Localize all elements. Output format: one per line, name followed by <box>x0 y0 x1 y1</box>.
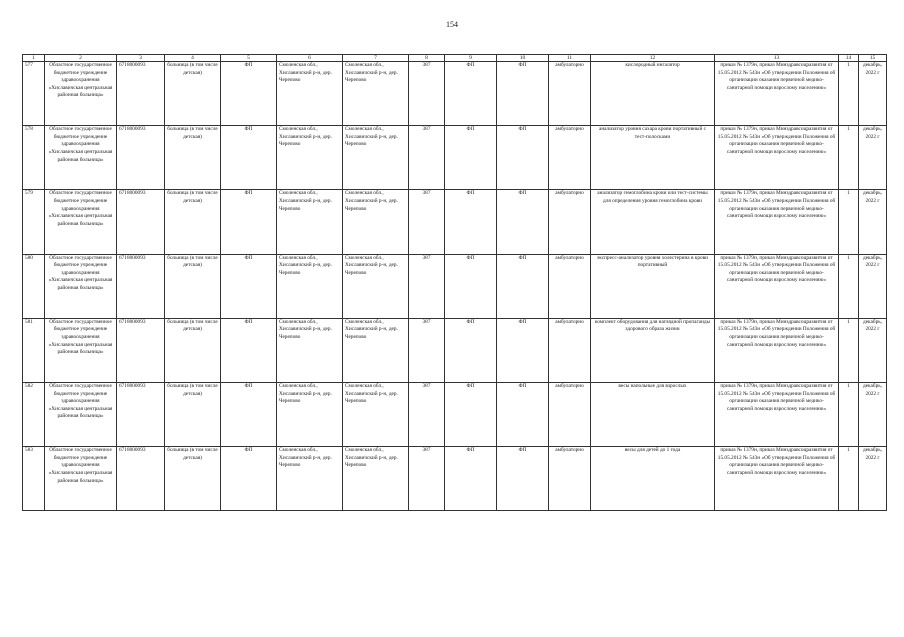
delivery-date: декабрь, 2022 г <box>859 126 887 190</box>
row-number: 582 <box>23 382 45 446</box>
organization-code: 6718000093 <box>117 447 165 511</box>
column-number: 5 <box>221 55 277 62</box>
address-secondary: Смоленская обл., Хиславичский р-н, дер. Черепово <box>343 62 409 126</box>
regulation-reference: приказ № 1379н, приказ Минздравсоцразвития от 15.05.2012 № 543н «Об утверждении Положения об организации оказания первичной медико-санитарной помощи взрослому населению» <box>715 447 839 511</box>
unit-type: ФП <box>221 382 277 446</box>
delivery-date: декабрь, 2022 г <box>859 382 887 446</box>
quantity: 1 <box>839 254 859 318</box>
unit-type-3: ФП <box>497 382 549 446</box>
unit-number: 387 <box>409 318 445 382</box>
unit-type-3: ФП <box>497 190 549 254</box>
delivery-date: декабрь, 2022 г <box>859 190 887 254</box>
care-condition: амбулаторно <box>549 254 591 318</box>
address-secondary: Смоленская обл., Хиславичский р-н, дер. Черепово <box>343 382 409 446</box>
quantity: 1 <box>839 382 859 446</box>
organization-code: 6718000093 <box>117 126 165 190</box>
facility-type: больница (в том числе детская) <box>165 62 221 126</box>
facility-type: больница (в том числе детская) <box>165 190 221 254</box>
unit-type: ФП <box>221 190 277 254</box>
organization-code: 6718000093 <box>117 190 165 254</box>
column-number: 4 <box>165 55 221 62</box>
row-number: 580 <box>23 254 45 318</box>
unit-number: 387 <box>409 190 445 254</box>
equipment-name: весы для детей до 1 года <box>591 447 715 511</box>
organization-name: Областное государственное бюджетное учреждение здравоохранения «Хиславичская центральная районная больница» <box>45 126 117 190</box>
delivery-date: декабрь, 2022 г <box>859 254 887 318</box>
unit-number: 387 <box>409 62 445 126</box>
unit-type-2: ФП <box>445 318 497 382</box>
address: Смоленская обл., Хиславичский р-н, дер. Черепово <box>277 254 343 318</box>
equipment-name: весы напольные для взрослых <box>591 382 715 446</box>
organization-code: 6718000093 <box>117 254 165 318</box>
unit-type-3: ФП <box>497 447 549 511</box>
organization-name: Областное государственное бюджетное учреждение здравоохранения «Хиславичская центральная районная больница» <box>45 62 117 126</box>
organization-name: Областное государственное бюджетное учреждение здравоохранения «Хиславичская центральная районная больница» <box>45 254 117 318</box>
equipment-name: анализатор гемоглобина крови или тест-системы для определения уровня гемоглобина крови <box>591 190 715 254</box>
unit-type: ФП <box>221 318 277 382</box>
delivery-date: декабрь, 2022 г <box>859 318 887 382</box>
equipment-name: комплект оборудования для наглядной пропаганды здорового образа жизни <box>591 318 715 382</box>
row-number: 579 <box>23 190 45 254</box>
organization-code: 6718000093 <box>117 318 165 382</box>
unit-type-3: ФП <box>497 62 549 126</box>
facility-type: больница (в том числе детская) <box>165 382 221 446</box>
care-condition: амбулаторно <box>549 382 591 446</box>
unit-type: ФП <box>221 126 277 190</box>
unit-type: ФП <box>221 447 277 511</box>
facility-type: больница (в том числе детская) <box>165 126 221 190</box>
column-number: 13 <box>715 55 839 62</box>
column-number: 12 <box>591 55 715 62</box>
address-secondary: Смоленская обл., Хиславичский р-н, дер. Черепово <box>343 447 409 511</box>
address: Смоленская обл., Хиславичский р-н, дер. Черепово <box>277 447 343 511</box>
care-condition: амбулаторно <box>549 62 591 126</box>
care-condition: амбулаторно <box>549 190 591 254</box>
address-secondary: Смоленская обл., Хиславичский р-н, дер. Черепово <box>343 190 409 254</box>
table-row <box>23 382 887 446</box>
column-number: 8 <box>409 55 445 62</box>
regulation-reference: приказ № 1379н, приказ Минздравсоцразвития от 15.05.2012 № 543н «Об утверждении Положения об организации оказания первичной медико-санитарной помощи взрослому населению» <box>715 62 839 126</box>
facility-type: больница (в том числе детская) <box>165 318 221 382</box>
column-number: 14 <box>839 55 859 62</box>
unit-type-3: ФП <box>497 318 549 382</box>
quantity: 1 <box>839 318 859 382</box>
equipment-table <box>22 54 887 511</box>
regulation-reference: приказ № 1379н, приказ Минздравсоцразвития от 15.05.2012 № 543н «Об утверждении Положения об организации оказания первичной медико-санитарной помощи взрослому населению» <box>715 254 839 318</box>
unit-type-2: ФП <box>445 190 497 254</box>
column-number: 1 <box>23 55 45 62</box>
unit-type-2: ФП <box>445 126 497 190</box>
regulation-reference: приказ № 1379н, приказ Минздравсоцразвития от 15.05.2012 № 543н «Об утверждении Положения об организации оказания первичной медико-санитарной помощи взрослому населению» <box>715 126 839 190</box>
table-row <box>23 126 887 190</box>
unit-type: ФП <box>221 254 277 318</box>
address: Смоленская обл., Хиславичский р-н, дер. Черепово <box>277 126 343 190</box>
quantity: 1 <box>839 190 859 254</box>
table-row <box>23 447 887 511</box>
quantity: 1 <box>839 62 859 126</box>
care-condition: амбулаторно <box>549 126 591 190</box>
organization-name: Областное государственное бюджетное учреждение здравоохранения «Хиславичская центральная районная больница» <box>45 318 117 382</box>
equipment-name: анализатор уровня сахара крови портативный с тест-полосками <box>591 126 715 190</box>
unit-type: ФП <box>221 62 277 126</box>
quantity: 1 <box>839 126 859 190</box>
address: Смоленская обл., Хиславичский р-н, дер. Черепово <box>277 190 343 254</box>
unit-type-2: ФП <box>445 254 497 318</box>
regulation-reference: приказ № 1379н, приказ Минздравсоцразвития от 15.05.2012 № 543н «Об утверждении Положения об организации оказания первичной медико-санитарной помощи взрослому населению» <box>715 318 839 382</box>
unit-number: 387 <box>409 382 445 446</box>
unit-type-2: ФП <box>445 62 497 126</box>
organization-name: Областное государственное бюджетное учреждение здравоохранения «Хиславичская центральная районная больница» <box>45 447 117 511</box>
address-secondary: Смоленская обл., Хиславичский р-н, дер. Черепово <box>343 318 409 382</box>
column-number: 11 <box>549 55 591 62</box>
page-number: 154 <box>446 20 458 29</box>
column-number: 2 <box>45 55 117 62</box>
column-number: 7 <box>343 55 409 62</box>
unit-number: 387 <box>409 447 445 511</box>
table-row <box>23 318 887 382</box>
delivery-date: декабрь, 2022 г <box>859 447 887 511</box>
column-number: 9 <box>445 55 497 62</box>
organization-code: 6718000093 <box>117 62 165 126</box>
care-condition: амбулаторно <box>549 447 591 511</box>
row-number: 581 <box>23 318 45 382</box>
organization-name: Областное государственное бюджетное учреждение здравоохранения «Хиславичская центральная районная больница» <box>45 190 117 254</box>
column-number: 15 <box>859 55 887 62</box>
unit-number: 387 <box>409 126 445 190</box>
address: Смоленская обл., Хиславичский р-н, дер. Черепово <box>277 382 343 446</box>
table-row <box>23 254 887 318</box>
row-number: 577 <box>23 62 45 126</box>
facility-type: больница (в том числе детская) <box>165 447 221 511</box>
organization-code: 6718000093 <box>117 382 165 446</box>
address: Смоленская обл., Хиславичский р-н, дер. Черепово <box>277 62 343 126</box>
column-number: 6 <box>277 55 343 62</box>
facility-type: больница (в том числе детская) <box>165 254 221 318</box>
unit-type-3: ФП <box>497 126 549 190</box>
column-number: 3 <box>117 55 165 62</box>
row-number: 578 <box>23 126 45 190</box>
column-number: 10 <box>497 55 549 62</box>
unit-type-2: ФП <box>445 447 497 511</box>
address-secondary: Смоленская обл., Хиславичский р-н, дер. Черепово <box>343 254 409 318</box>
address: Смоленская обл., Хиславичский р-н, дер. Черепово <box>277 318 343 382</box>
unit-number: 387 <box>409 254 445 318</box>
regulation-reference: приказ № 1379н, приказ Минздравсоцразвития от 15.05.2012 № 543н «Об утверждении Положения об организации оказания первичной медико-санитарной помощи взрослому населению» <box>715 382 839 446</box>
table-row <box>23 62 887 126</box>
table-row <box>23 190 887 254</box>
regulation-reference: приказ № 1379н, приказ Минздравсоцразвития от 15.05.2012 № 543н «Об утверждении Положения об организации оказания первичной медико-санитарной помощи взрослому населению» <box>715 190 839 254</box>
row-number: 583 <box>23 447 45 511</box>
equipment-name: экспресс-анализатор уровня холестерина в крови портативный <box>591 254 715 318</box>
quantity: 1 <box>839 447 859 511</box>
unit-type-3: ФП <box>497 254 549 318</box>
unit-type-2: ФП <box>445 382 497 446</box>
equipment-name: кислородный ингалятор <box>591 62 715 126</box>
care-condition: амбулаторно <box>549 318 591 382</box>
delivery-date: декабрь, 2022 г <box>859 62 887 126</box>
column-number-row <box>23 55 887 62</box>
address-secondary: Смоленская обл., Хиславичский р-н, дер. Черепово <box>343 126 409 190</box>
organization-name: Областное государственное бюджетное учреждение здравоохранения «Хиславичская центральная районная больница» <box>45 382 117 446</box>
